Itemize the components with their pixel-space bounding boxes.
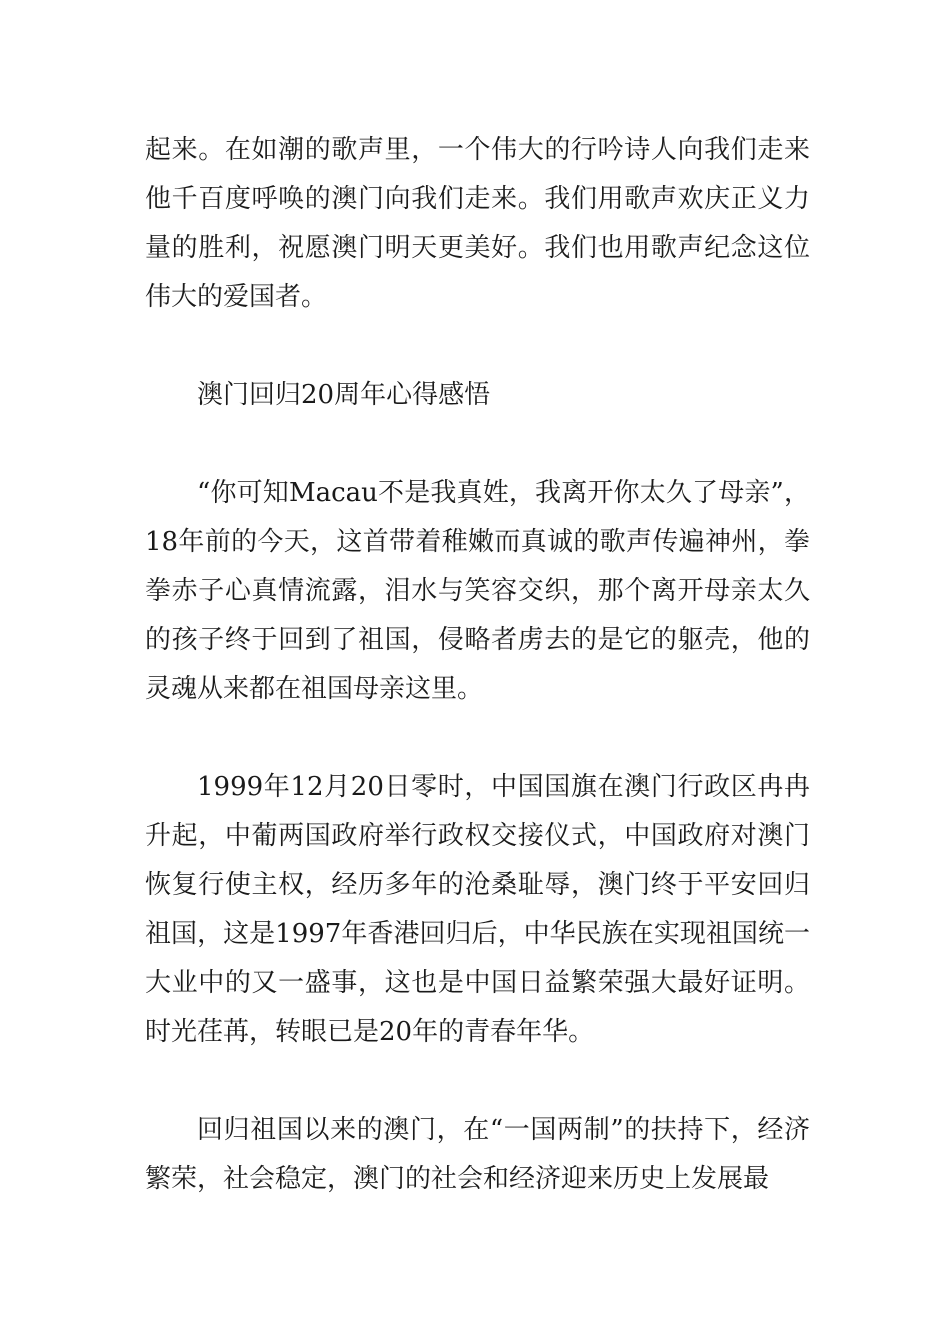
section-heading: 澳门回归20周年心得感悟 bbox=[197, 380, 491, 410]
paragraph-development: 回归祖国以来的澳门，在“一国两制”的扶持下，经济繁荣，社会稳定，澳门的社会和经济迎来历史上发展最 bbox=[145, 1115, 810, 1194]
paragraph-handover: 1999年12月20日零时，中国国旗在澳门行政区冉冉升起，中葡两国政府举行政权交接仪式，中国政府对澳门恢复行使主权，经历多年的沧桑耻辱，澳门终于平安回归祖国，这是1997年香港回归后，中华民族在实现祖国统一大业中的又一盛事，这也是中国日益繁荣强大最好证明。时光荏苒，转眼已是20年的青春年华。 bbox=[145, 772, 810, 1047]
paragraph-continuation: 起来。在如潮的歌声里，一个伟大的行吟诗人向我们走来他千百度呼唤的澳门向我们走来。我们用歌声欢庆正义力量的胜利，祝愿澳门明天更美好。我们也用歌声纪念这位伟大的爱国者。 bbox=[145, 135, 810, 312]
document-body bbox=[145, 126, 810, 1253]
paragraph-song: “你可知Macau不是我真姓，我离开你太久了母亲”，18年前的今天，这首带着稚嫩而真诚的歌声传遍神州，拳拳赤子心真情流露，泪水与笑容交织，那个离开母亲太久的孩子终于回到了祖国，侵略者虏去的是它的躯壳，他的灵魂从来都在祖国母亲这里。 bbox=[145, 478, 810, 704]
